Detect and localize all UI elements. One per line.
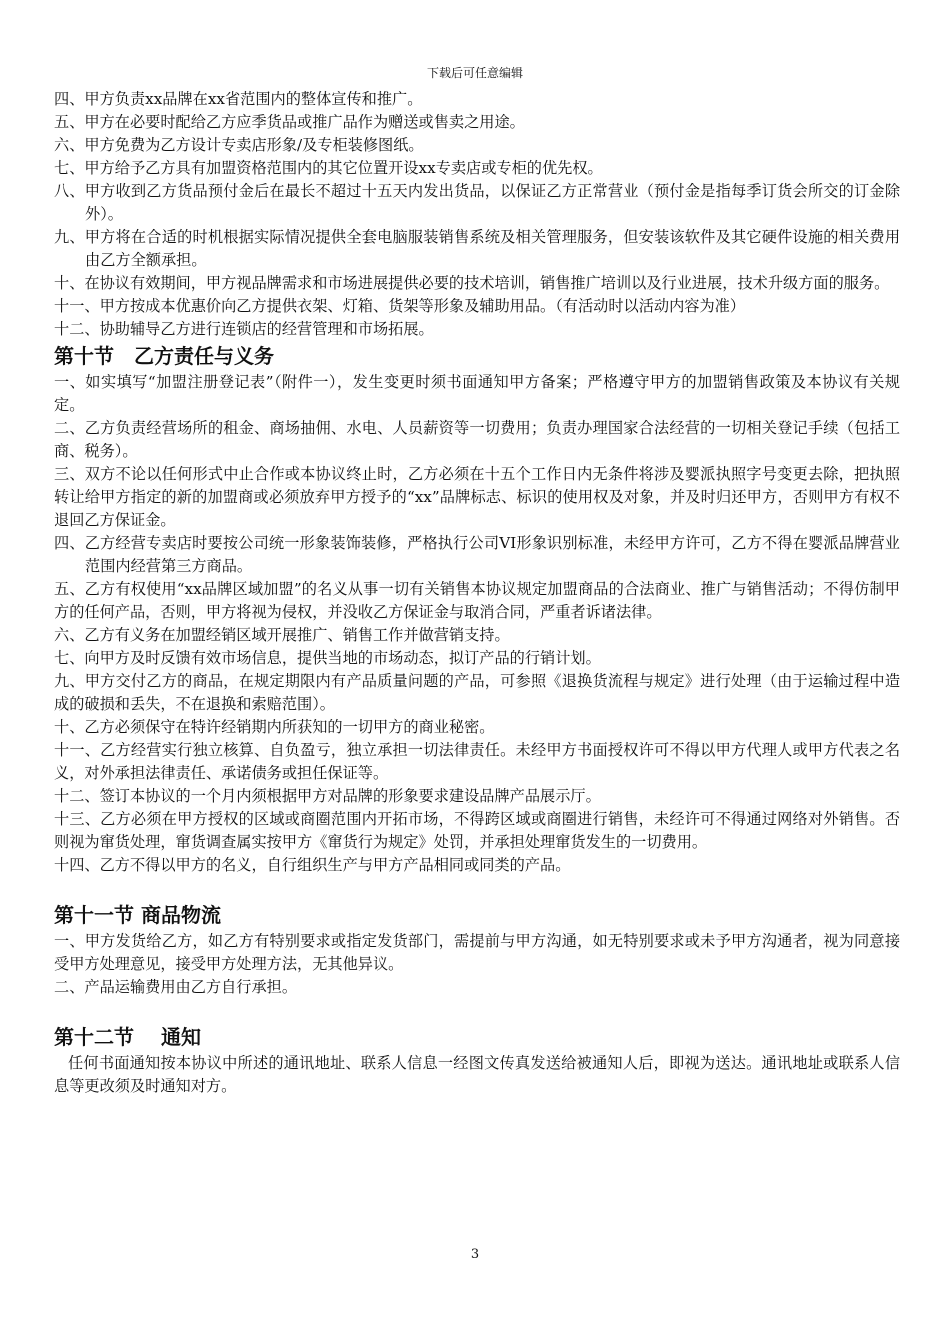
clause-party-b-9: 九、甲方交付乙方的商品，在规定期限内有产品质量问题的产品，可参照《退换货流程与规定》进行处理（由于运输过程中造成的破损和丢失，不在退换和索赔范围）。 <box>54 672 900 713</box>
clause-party-a-9: 九、甲方将在合适的时机根据实际情况提供全套电脑服装销售系统及相关管理服务，但安装该软件及其它硬件设施的相关费用由乙方全额承担。 <box>54 228 900 269</box>
clause-notice-1: 任何书面通知按本协议中所述的通讯地址、联系人信息一经图文传真发送给被通知人后，即视为送达。通讯地址或联系人信息等更改须及时通知对方。 <box>54 1054 900 1095</box>
clause-party-b-11: 十一、乙方经营实行独立核算、自负盈亏，独立承担一切法律责任。未经甲方书面授权许可不得以甲方代理人或甲方代表之名义，对外承担法律责任、承诺债务或担任保证等。 <box>54 741 900 782</box>
clause-party-a-10: 十、在协议有效期间，甲方视品牌需求和市场进展提供必要的技术培训，销售推广培训以及行业进展，技术升级方面的服务。 <box>54 274 890 292</box>
clause-party-b-1: 一、如实填写“加盟注册登记表”（附件一），发生变更时须书面通知甲方备案；严格遵守甲方的加盟销售政策及本协议有关规定。 <box>54 373 900 414</box>
section-11-heading: 第十一节 商品物流 <box>54 903 221 927</box>
clause-party-a-5: 五、甲方在必要时配给乙方应季货品或推广品作为赠送或售卖之用途。 <box>54 113 525 131</box>
clause-logistics-2: 二、产品运输费用由乙方自行承担。 <box>54 978 297 996</box>
clause-party-b-6: 六、乙方有义务在加盟经销区域开展推广、销售工作并做营销支持。 <box>54 626 510 644</box>
clause-party-b-2: 二、乙方负责经营场所的租金、商场抽佣、水电、人员薪资等一切费用；负责办理国家合法经营的一切相关登记手续（包括工商、税务）。 <box>54 419 900 460</box>
page-content <box>54 88 900 1098</box>
clause-party-a-4: 四、甲方负责xx品牌在xx省范围内的整体宣传和推广。 <box>54 90 423 108</box>
clause-party-a-11: 十一、甲方按成本优惠价向乙方提供衣架、灯箱、货架等形象及辅助用品。（有活动时以活动内容为准） <box>54 297 746 315</box>
clause-party-a-6: 六、甲方免费为乙方设计专卖店形象/及专柜装修图纸。 <box>54 136 424 154</box>
clause-party-a-8: 八、甲方收到乙方货品预付金后在最长不超过十五天内发出货品，以保证乙方正常营业（预付金是指每季订货会所交的订金除外）。 <box>54 182 900 223</box>
page-number: 3 <box>470 1247 480 1262</box>
clause-party-b-4: 四、乙方经营专卖店时要按公司统一形象装饰装修，严格执行公司VI形象识别标准，未经甲方许可，乙方不得在婴派品牌营业范围内经营第三方商品。 <box>54 534 900 575</box>
clause-party-b-12: 十二、签订本协议的一个月内须根据甲方对品牌的形象要求建设品牌产品展示厅。 <box>54 787 601 805</box>
clause-party-b-7: 七、向甲方及时反馈有效市场信息，提供当地的市场动态，拟订产品的行销计划。 <box>54 649 601 667</box>
clause-logistics-1: 一、甲方发货给乙方，如乙方有特别要求或指定发货部门，需提前与甲方沟通，如无特别要求或未予甲方沟通者，视为同意接受甲方处理意见，接受甲方处理方法，无其他异议。 <box>54 932 900 973</box>
clause-party-b-14: 十四、乙方不得以甲方的名义，自行组织生产与甲方产品相同或同类的产品。 <box>54 856 571 874</box>
section-10-heading: 第十节 乙方责任与义务 <box>54 344 274 368</box>
clause-party-b-5: 五、乙方有权使用“xx品牌区域加盟”的名义从事一切有关销售本协议规定加盟商品的合法商业、推广与销售活动；不得仿制甲方的任何产品，否则，甲方将视为侵权，并没收乙方保证金与取消合同，严重者诉诸法律。 <box>54 580 900 621</box>
clause-party-b-3: 三、双方不论以任何形式中止合作或本协议终止时，乙方必须在十五个工作日内无条件将涉及婴派执照字号变更去除，把执照转让给甲方指定的新的加盟商或必须放弃甲方授予的“xx”品牌标志、标识的使用权及对象，并及时归还甲方，否则甲方有权不退回乙方保证金。 <box>54 465 900 529</box>
clause-party-b-10: 十、乙方必须保守在特许经销期内所获知的一切甲方的商业秘密。 <box>54 718 495 736</box>
clause-party-a-7: 七、甲方给予乙方具有加盟资格范围内的其它位置开设xx专卖店或专柜的优先权。 <box>54 159 603 177</box>
clause-party-b-13: 十三、乙方必须在甲方授权的区域或商圈范围内开拓市场，不得跨区域或商圈进行销售，未经许可不得通过网络对外销售。否则视为窜货处理，窜货调查属实按甲方《窜货行为规定》处罚，并承担处理窜货发生的一切费用。 <box>54 810 900 851</box>
section-12-heading: 第十二节 通知 <box>54 1025 201 1049</box>
clause-party-a-12: 十二、协助辅导乙方进行连锁店的经营管理和市场拓展。 <box>54 320 434 338</box>
page-header: 下载后可任意编辑 <box>426 66 523 80</box>
